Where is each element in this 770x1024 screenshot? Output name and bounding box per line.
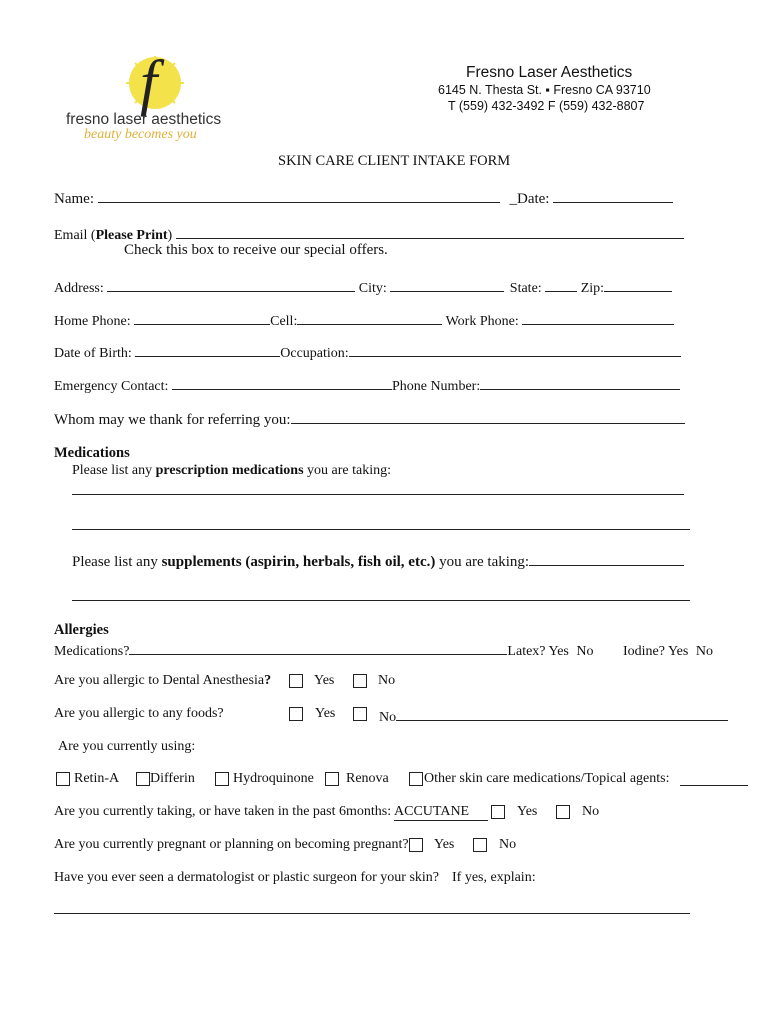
foods-no-checkbox[interactable]	[353, 707, 367, 721]
address-field[interactable]	[107, 277, 355, 292]
iodine-label: Iodine?	[623, 644, 665, 659]
foods-no-row	[379, 706, 728, 726]
product-row	[54, 771, 770, 789]
accutane-yes-label: Yes	[517, 804, 538, 819]
dermatologist-explain-line[interactable]	[54, 913, 690, 914]
iodine-yes[interactable]: Yes	[667, 644, 689, 659]
dob-row	[54, 342, 681, 362]
state-label: State:	[509, 281, 542, 296]
allergy-medications-row	[54, 640, 713, 660]
foods-question: Are you allergic to any foods?	[54, 706, 224, 721]
prescription-line-2[interactable]	[72, 529, 690, 530]
pregnant-yes-label: Yes	[434, 837, 455, 852]
email-label: Email (Please Print)	[54, 228, 173, 243]
phone-number-label: Phone Number:	[391, 379, 481, 394]
allergy-medications-field[interactable]	[129, 640, 507, 655]
renova-checkbox[interactable]	[325, 772, 339, 786]
dental-no-label: No	[378, 673, 396, 688]
dental-yes-checkbox[interactable]	[289, 674, 303, 688]
zip-field[interactable]	[604, 277, 672, 292]
supplements-line-2[interactable]	[72, 600, 690, 601]
foods-no-label: No	[379, 710, 397, 725]
state-field[interactable]	[545, 277, 577, 292]
prescription-prompt: Please list any prescription medications you are taking:	[72, 463, 391, 478]
city-field[interactable]	[390, 277, 504, 292]
company-logo	[62, 49, 232, 151]
foods-yes-label: Yes	[315, 706, 336, 721]
accutane-no-label: No	[582, 804, 600, 819]
dob-field[interactable]	[135, 342, 280, 357]
retin-a-label: Retin-A	[74, 771, 120, 786]
currently-using-label: Are you currently using:	[58, 739, 196, 754]
accutane-label: ACCUTANE	[394, 804, 488, 821]
date-field[interactable]	[553, 188, 673, 203]
latex-no[interactable]: No	[576, 644, 594, 659]
pregnant-no-label: No	[499, 837, 517, 852]
email-row	[54, 224, 684, 244]
accutane-question: Are you currently taking, or have taken in the past 6months:	[54, 804, 392, 819]
name-label: Name:	[54, 191, 94, 207]
differin-label: Differin	[150, 771, 195, 786]
special-offers-text: Check this box to receive our special offers.	[124, 242, 388, 258]
address-label: Address:	[54, 281, 104, 296]
retin-a-checkbox[interactable]	[56, 772, 70, 786]
company-address: 6145 N. Thesta St. ▪ Fresno CA 93710	[438, 83, 651, 97]
zip-label: Zip:	[580, 281, 605, 296]
allergies-heading: Allergies	[54, 622, 109, 638]
emergency-row	[54, 375, 680, 395]
company-name: Fresno Laser Aesthetics	[466, 64, 633, 81]
supplements-field[interactable]	[529, 551, 684, 566]
pregnant-yes-checkbox[interactable]	[409, 838, 423, 852]
work-phone-label: Work Phone:	[445, 314, 519, 329]
accutane-no-checkbox[interactable]	[556, 805, 570, 819]
medications-heading: Medications	[54, 445, 130, 461]
referral-label: Whom may we thank for referring you:	[54, 412, 291, 428]
email-field[interactable]	[176, 224, 684, 239]
phone-row	[54, 310, 674, 330]
phone-number-field[interactable]	[480, 375, 680, 390]
emergency-contact-field[interactable]	[172, 375, 392, 390]
allergy-medications-label: Medications?	[54, 644, 130, 659]
differin-checkbox[interactable]	[136, 772, 150, 786]
pregnant-question: Are you currently pregnant or planning on becoming pregnant?	[54, 837, 409, 852]
dental-question: Are you allergic to Dental Anesthesia?	[54, 673, 272, 688]
dental-no-checkbox[interactable]	[353, 674, 367, 688]
dermatologist-question: Have you ever seen a dermatologist or plastic surgeon for your skin?	[54, 870, 440, 885]
supplements-prompt: Please list any supplements (aspirin, herbals, fish oil, etc.) you are taking:	[72, 554, 530, 570]
logo-brand-name: fresno laser aesthetics	[66, 111, 222, 128]
occupation-field[interactable]	[349, 342, 681, 357]
home-phone-field[interactable]	[134, 310, 270, 325]
iodine-no[interactable]: No	[695, 644, 713, 659]
referral-field[interactable]	[291, 409, 685, 424]
address-row	[54, 277, 672, 297]
dob-label: Date of Birth:	[54, 346, 132, 361]
occupation-label: Occupation:	[280, 346, 349, 361]
latex-yes[interactable]: Yes	[548, 644, 569, 659]
logo-tagline: beauty becomes you	[84, 127, 197, 142]
latex-label: Latex?	[507, 644, 546, 659]
hydroquinone-checkbox[interactable]	[215, 772, 229, 786]
form-title: SKIN CARE CLIENT INTAKE FORM	[278, 153, 511, 169]
other-topical-field[interactable]	[680, 771, 748, 786]
cell-label: Cell:	[270, 314, 298, 329]
supplements-row	[72, 551, 684, 571]
work-phone-field[interactable]	[522, 310, 674, 325]
city-label: City:	[358, 281, 387, 296]
other-topical-checkbox[interactable]	[409, 772, 423, 786]
foods-yes-checkbox[interactable]	[289, 707, 303, 721]
renova-label: Renova	[346, 771, 389, 786]
dermatologist-explain-label: If yes, explain:	[452, 870, 536, 885]
name-field[interactable]	[98, 188, 500, 203]
hydroquinone-label: Hydroquinone	[233, 771, 314, 786]
pregnant-no-checkbox[interactable]	[473, 838, 487, 852]
name-row	[54, 188, 673, 208]
emergency-contact-label: Emergency Contact:	[54, 379, 169, 394]
home-phone-label: Home Phone:	[54, 314, 131, 329]
logo-letter: f	[140, 49, 158, 117]
company-phones: T (559) 432-3492 F (559) 432-8807	[448, 99, 645, 113]
date-label: _Date:	[509, 191, 550, 207]
dental-yes-label: Yes	[314, 673, 335, 688]
cell-field[interactable]	[297, 310, 442, 325]
other-topical-label: Other skin care medications/Topical agents:	[424, 771, 670, 786]
referral-row	[54, 409, 685, 429]
accutane-yes-checkbox[interactable]	[491, 805, 505, 819]
prescription-line-1[interactable]	[72, 494, 684, 495]
foods-field[interactable]	[396, 706, 728, 721]
